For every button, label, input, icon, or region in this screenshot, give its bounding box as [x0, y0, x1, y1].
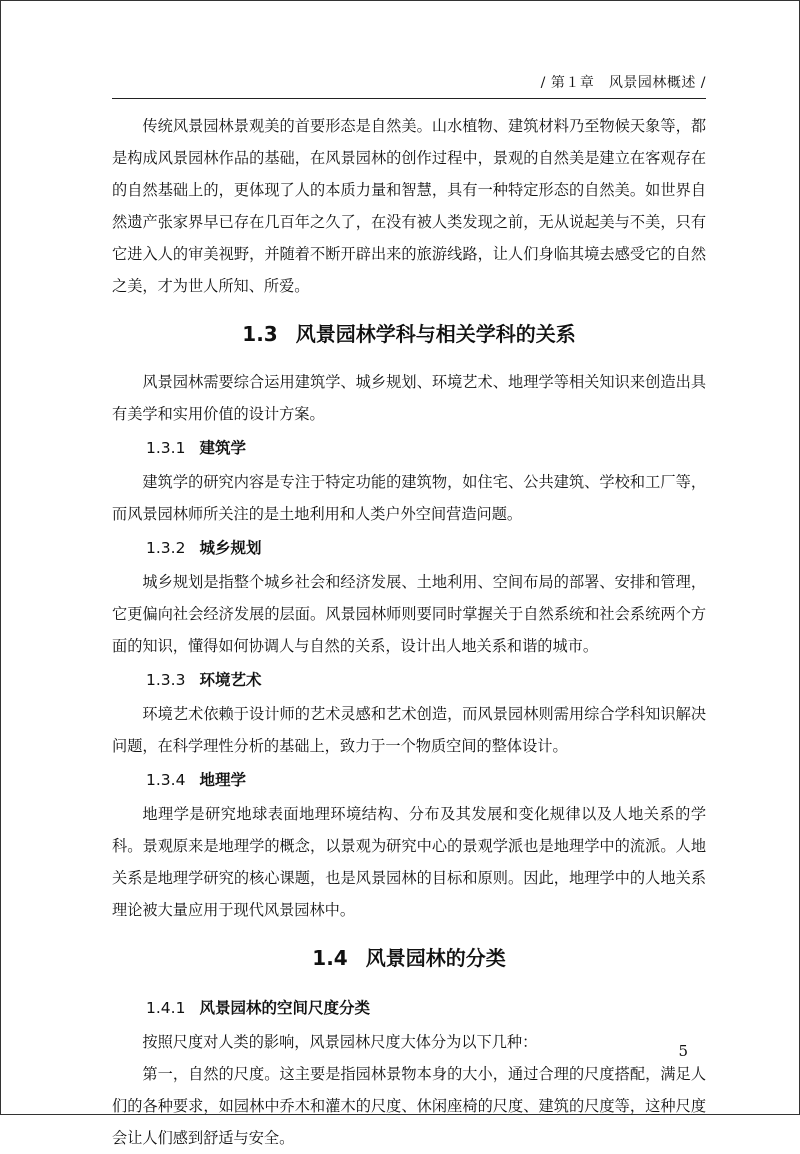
- paragraph-urban-rural-planning: 城乡规划是指整个城乡社会和经济发展、土地利用、空间布局的部署、安排和管理，它更偏向社会经济发展的层面。风景园林师则要同时掌握关于自然系统和社会系统两个方面的知识，懂得如何协调人与自然的关系，设计出人地关系和谐的城市。: [112, 573, 706, 655]
- paragraph-natural-scale: 第一，自然的尺度。这主要是指园林景物本身的大小，通过合理的尺度搭配，满足人们的各种要求，如园林中乔木和灌木的尺度、休闲座椅的尺度、建筑的尺度等，这种尺度会让人们感到舒适与安全。: [112, 1065, 706, 1147]
- paragraph-environmental-art: 环境艺术依赖于设计师的艺术灵感和艺术创造，而风景园林则需用综合学科知识解决问题，在科学理性分析的基础上，致力于一个物质空间的整体设计。: [112, 705, 706, 755]
- paragraph-scale-intro: 按照尺度对人类的影响，风景园林尺度大体分为以下几种：: [142, 1033, 538, 1051]
- paragraph-architecture: 建筑学的研究内容是专注于特定功能的建筑物，如住宅、公共建筑、学校和工厂等，而风景园林师所关注的是土地利用和人类户外空间营造问题。: [112, 473, 706, 523]
- section-title: 风景园林的分类: [365, 946, 506, 970]
- subsection-title: 环境艺术: [199, 671, 262, 689]
- subsection-heading-1-3-4: [112, 762, 706, 798]
- header-rule: [112, 98, 706, 99]
- subsection-heading-1-3-3: [112, 662, 706, 698]
- running-header: / 第１章 风景园林概述 /: [540, 75, 706, 91]
- page-body: [112, 110, 706, 1154]
- subsection-number: 1.3.3: [146, 671, 186, 689]
- section-number: 1.4: [312, 946, 348, 970]
- section-heading-1-3: [112, 319, 706, 349]
- paragraph-section-1-3-intro: 风景园林需要综合运用建筑学、城乡规划、环境艺术、地理学等相关知识来创造出具有美学和实用价值的设计方案。: [112, 373, 706, 423]
- subsection-title: 风景园林的空间尺度分类: [199, 999, 370, 1017]
- subsection-title: 建筑学: [199, 439, 246, 457]
- subsection-title: 地理学: [199, 771, 246, 789]
- paragraph-natural-beauty: 传统风景园林景观美的首要形态是自然美。山水植物、建筑材料乃至物候天象等，都是构成风景园林作品的基础，在风景园林的创作过程中，景观的自然美是建立在客观存在的自然基础上的，更体现了人的本质力量和智慧，具有一种特定形态的自然美。如世界自然遗产张家界早已存在几百年之久了，在没有被人类发现之前，无从说起美与不美，只有它进入人的审美视野，并随着不断开辟出来的旅游线路，让人们身临其境去感受它的自然之美，才为世人所知、所爱。: [112, 117, 706, 295]
- section-heading-1-4: [112, 943, 706, 973]
- subsection-heading-1-3-1: [112, 430, 706, 466]
- subsection-title: 城乡规划: [199, 539, 262, 557]
- section-title: 风景园林学科与相关学科的关系: [295, 322, 576, 346]
- subsection-heading-1-4-1: [112, 990, 706, 1026]
- section-number: 1.3: [242, 322, 278, 346]
- subsection-number: 1.3.2: [146, 539, 186, 557]
- page-number: 5: [678, 1042, 688, 1060]
- paragraph-geography: 地理学是研究地球表面地理环境结构、分布及其发展和变化规律以及人地关系的学科。景观原来是地理学的概念，以景观为研究中心的景观学派也是地理学中的流派。人地关系是地理学研究的核心课题，也是风景园林的目标和原则。因此，地理学中的人地关系理论被大量应用于现代风景园林中。: [112, 805, 706, 919]
- subsection-number: 1.3.4: [146, 771, 186, 789]
- subsection-heading-1-3-2: [112, 530, 706, 566]
- subsection-number: 1.4.1: [146, 999, 186, 1017]
- subsection-number: 1.3.1: [146, 439, 186, 457]
